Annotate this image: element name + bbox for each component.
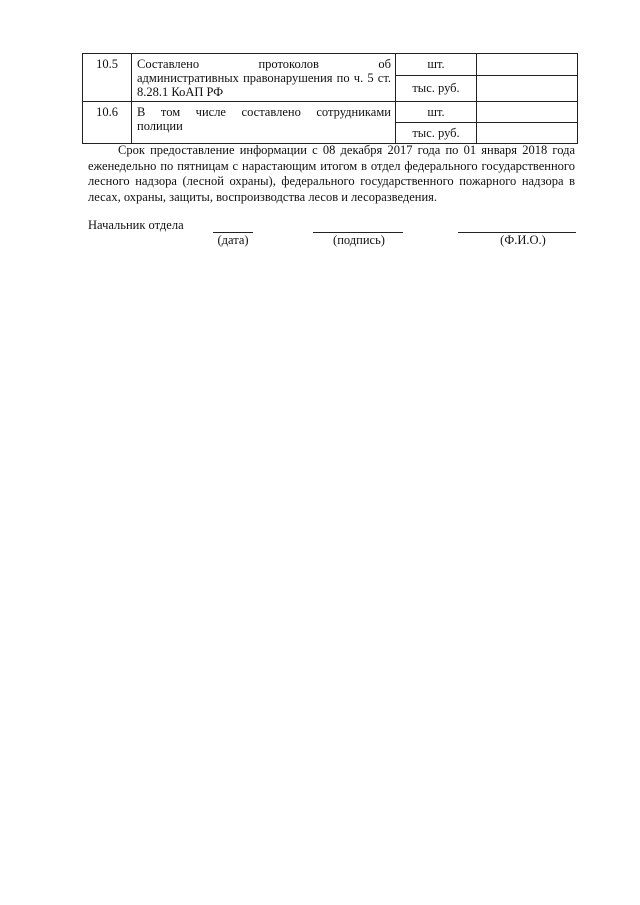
- table-row: [83, 54, 578, 76]
- description-first-line: Составлено протоколов об: [137, 57, 391, 71]
- row-description: [132, 54, 396, 102]
- row-number: 10.5: [83, 54, 132, 102]
- signature-block: [88, 218, 578, 252]
- description-rest: полиции: [137, 119, 183, 133]
- unit-cell: шт.: [396, 102, 477, 123]
- full-name-caption: (Ф.И.О.): [500, 233, 546, 247]
- value-cell: [477, 54, 578, 76]
- signature-label: Начальник отдела: [88, 218, 184, 232]
- unit-cell: шт.: [396, 54, 477, 76]
- value-cell: [477, 75, 578, 101]
- row-number: 10.6: [83, 102, 132, 144]
- date-caption: (дата): [217, 233, 249, 247]
- deadline-notice: Срок предоставление информации с 08 декабря 2017 года по 01 января 2018 года еженедельно по пятницам с нарастающим итогом в отдел федерального государственного лесного надзора (лесной охраны), федерального государственного пожарного надзора в лесах, охраны, защиты, воспроизводства лесов и лесоразведения.: [88, 143, 575, 204]
- row-description: [132, 102, 396, 144]
- signature-caption: (подпись): [333, 233, 385, 247]
- description-rest: административных правонарушения по ч. 5 ст. 8.28.1 КоАП РФ: [137, 71, 391, 99]
- unit-cell: тыс. руб.: [396, 123, 477, 144]
- table-row: [83, 102, 578, 123]
- unit-cell: тыс. руб.: [396, 75, 477, 101]
- description-first-line: В том числе составлено сотрудниками: [137, 105, 391, 119]
- value-cell: [477, 102, 578, 123]
- value-cell: [477, 123, 578, 144]
- report-table: [82, 53, 578, 144]
